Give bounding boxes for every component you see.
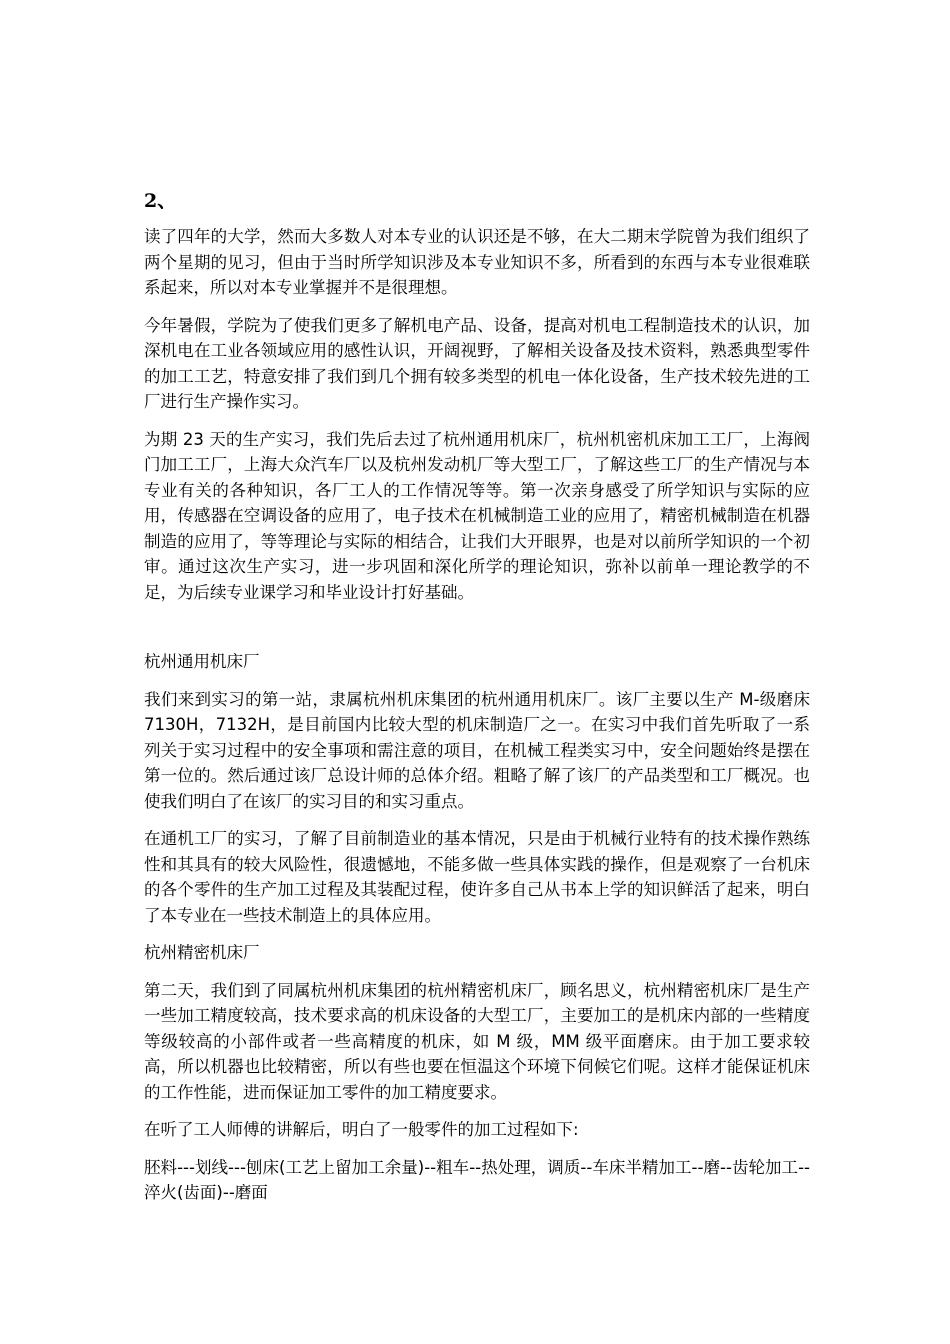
hangzhou-precision-paragraph-1: 第二天，我们到了同属杭州机床集团的杭州精密机床厂，顾名思义，杭州精密机床厂是生产一些加工精度较高，技术要求高的机床设备的大型工厂，主要加工的是机床内部的一些精度等级较高的小部件或者一些高精度的机床，如 M 级，MM 级平面磨床。由于加工要求较高，所以机器也比较精密，所以有些也要在恒温这个环境下伺候它们呢。这样才能保证机床的工作性能，进而保证加工零件的加工精度要求。: [144, 980, 810, 1102]
document-page: [144, 188, 810, 1206]
machining-process-paragraph: 胚料---划线---刨床(工艺上留加工余量)--粗车--热处理，调质--车床半精加工--磨--齿轮加工--淬火(齿面)--磨面: [144, 1157, 810, 1202]
intro-paragraph-1: 读了四年的大学，然而大多数人对本专业的认识还是不够，在大二期末学院曾为我们组织了两个星期的见习，但由于当时所学知识涉及本专业知识不多，所看到的东西与本专业很难联系起来，所以对本专业掌握并不是很理想。: [144, 227, 810, 297]
section-title-hangzhou-general: 杭州通用机床厂: [144, 652, 260, 671]
intro-paragraph-2: 今年暑假，学院为了使我们更多了解机电产品、设备，提高对机电工程制造技术的认识，加深机电在工业各领域应用的感性认识，开阔视野，了解相关设备及技术资料，熟悉典型零件的加工工艺，特意安排了我们到几个拥有较多类型的机电一体化设备，生产技术较先进的工厂进行生产操作实习。: [144, 315, 810, 411]
intro-paragraph-3: 为期 23 天的生产实习，我们先后去过了杭州通用机床厂，杭州机密机床加工工厂，上海阀门加工工厂，上海大众汽车厂以及杭州发动机厂等大型工厂，了解这些工厂的生产情况与本专业有关的各种知识，各厂工人的工作情况等等。第一次亲身感受了所学知识与实际的应用，传感器在空调设备的应用了，电子技术在机械制造工业的应用了，精密机械制造在机器制造的应用了，等等理论与实际的相结合，让我们大开眼界，也是对以前所学知识的一个初审。通过这次生产实习，进一步巩固和深化所学的理论知识，弥补以前单一理论教学的不足，为后续专业课学习和毕业设计打好基础。: [144, 429, 810, 602]
section-number-heading: 2、: [144, 190, 177, 212]
section-title-hangzhou-precision: 杭州精密机床厂: [144, 943, 260, 962]
hangzhou-general-paragraph-2: 在通机工厂的实习，了解了目前制造业的基本情况，只是由于机械行业特有的技术操作熟练性和其具有的较大风险性，很遗憾地，不能多做一些具体实践的操作，但是观察了一台机床的各个零件的生产加工过程及其装配过程，使许多自己从书本上学的知识鲜活了起来，明白了本专业在一些技术制造上的具体应用。: [144, 829, 810, 925]
hangzhou-precision-paragraph-2: 在听了工人师傅的讲解后，明白了一般零件的加工过程如下:: [144, 1120, 579, 1139]
hangzhou-general-paragraph-1: 我们来到实习的第一站，隶属杭州机床集团的杭州通用机床厂。该厂主要以生产 M-级磨床 7130H，7132H，是目前国内比较大型的机床制造厂之一。在实习中我们首先听取了一系列关于实习过程中的安全事项和需注意的项目，在机械工程类实习中，安全问题始终是摆在第一位的。然后通过该厂总设计师的总体介绍。粗略了解了该厂的产品类型和工厂概况。也使我们明白了在该厂的实习目的和实习重点。: [144, 689, 810, 811]
